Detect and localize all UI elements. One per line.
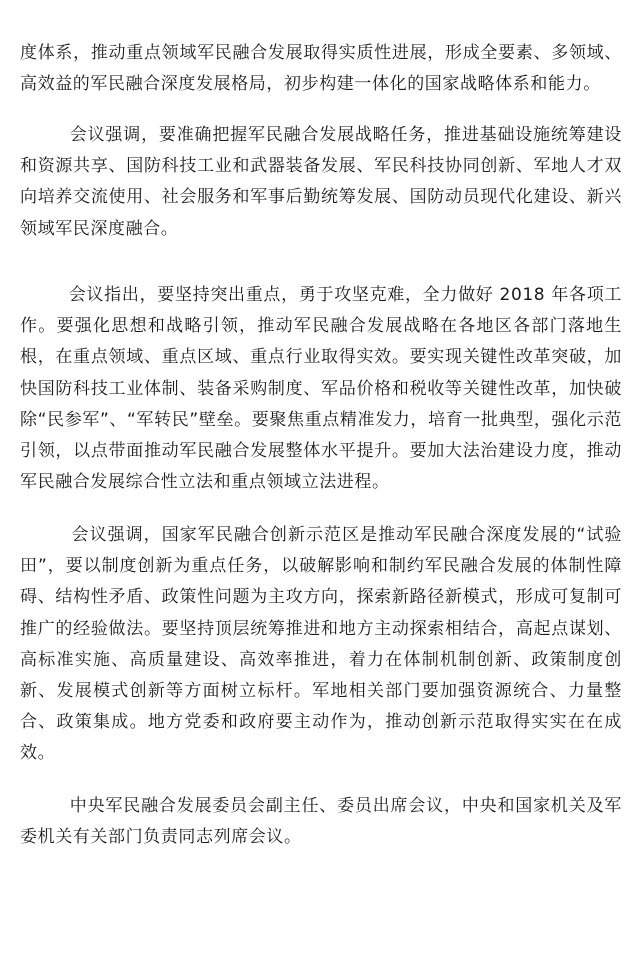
- paragraph-3: 会议指出，要坚持突出重点，勇于攻坚克难，全力做好 2018 年各项工作。要强化思想和战略引领，推动军民融合发展战略在各地区各部门落地生根，在重点领域、重点区域、重点行业取得实效。要实现关键性改革突破，加快国防科技工业体制、装备采购制度、军品价格和税收等关键性改革，加快破除“民参军”、“军转民”壁垒。要聚焦重点精准发力，培育一批典型，强化示范引领，以点带面推动军民融合发展整体水平提升。要加大法治建设力度，推动军民融合发展综合性立法和重点领域立法进程。: [20, 285, 622, 493]
- paragraph-4: 会议强调，国家军民融合创新示范区是推动军民融合深度发展的“试验田”，要以制度创新为重点任务，以破解影响和制约军民融合发展的体制性障碍、结构性矛盾、政策性问题为主攻方向，探索新路径新模式，形成可复制可推广的经验做法。要坚持顶层统筹推进和地方主动探索相结合，高起点谋划、高标准实施、高质量建设、高效率推进，着力在体制机制创新、政策制度创新、发展模式创新等方面树立标杆。军地相关部门要加强资源统合、力量整合、政策集成。地方党委和政府要主动作为，推动创新示范取得实实在在成效。: [20, 525, 623, 764]
- paragraph-1: 度体系，推动重点领域军民融合发展取得实质性进展，形成全要素、多领域、高效益的军民融合深度发展格局，初步构建一体化的国家战略体系和能力。: [20, 43, 622, 95]
- paragraph-5: 中央军民融合发展委员会副主任、委员出席会议，中央和国家机关及军委机关有关部门负责同志列席会议。: [20, 796, 622, 848]
- paragraph-2: 会议强调，要准确把握军民融合发展战略任务，推进基础设施统筹建设和资源共享、国防科技工业和武器装备发展、军民科技协同创新、军地人才双向培养交流使用、社会服务和军事后勤统筹发展、国防动员现代化建设、新兴领域军民深度融合。: [20, 125, 622, 239]
